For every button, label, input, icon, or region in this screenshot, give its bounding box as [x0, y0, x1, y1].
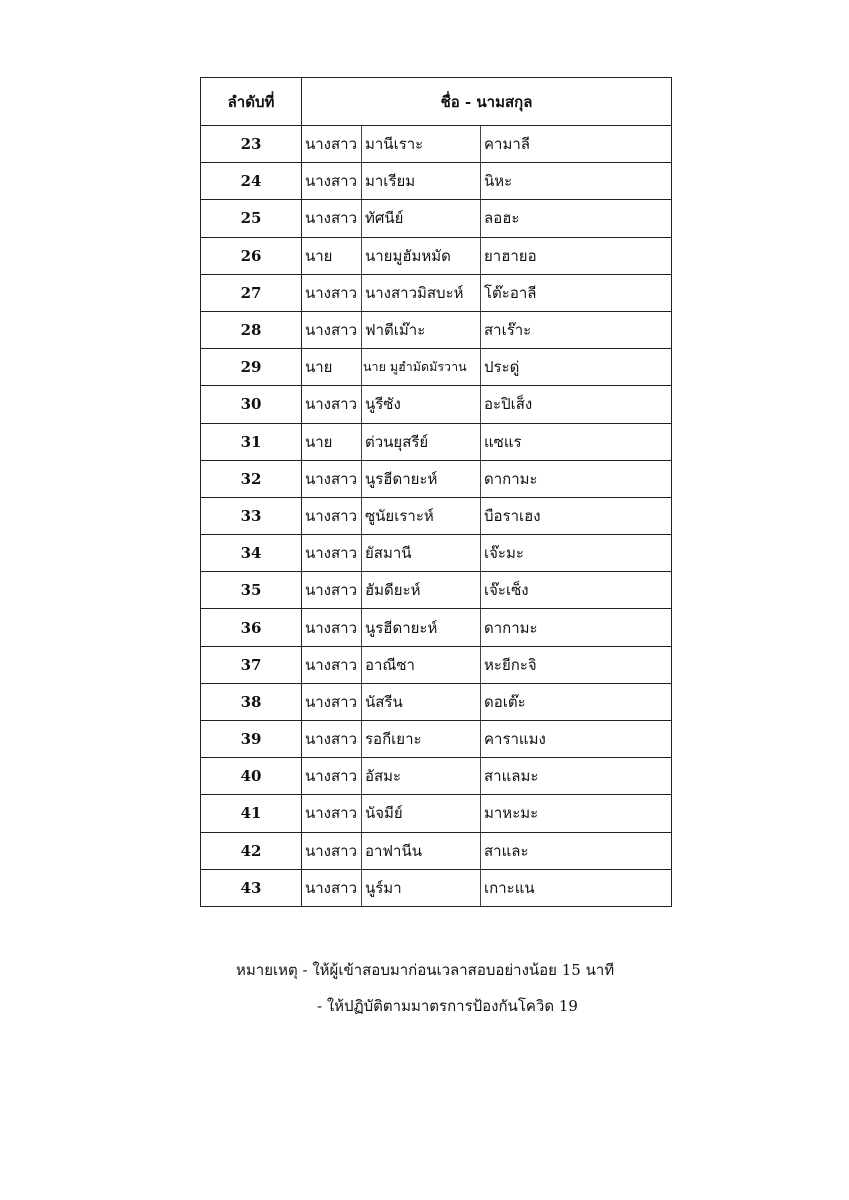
row-last-name: ดากามะ	[481, 609, 672, 646]
row-title: นางสาว	[302, 683, 362, 720]
row-title: นางสาว	[302, 386, 362, 423]
table-row	[201, 163, 672, 200]
row-first-name: รอกีเยาะ	[362, 721, 481, 758]
table-row	[201, 609, 672, 646]
row-title: นาย	[302, 423, 362, 460]
row-last-name: ดากามะ	[481, 460, 672, 497]
row-last-name: แซแร	[481, 423, 672, 460]
row-first-name: นูรฮีดายะห์	[362, 609, 481, 646]
table-row	[201, 721, 672, 758]
row-number: 36	[201, 609, 302, 646]
row-number: 28	[201, 311, 302, 348]
row-first-name: นาย มูฮำมัดมัรวาน	[362, 349, 481, 386]
table-row	[201, 274, 672, 311]
row-last-name: คาราแมง	[481, 721, 672, 758]
row-last-name: ยาฮายอ	[481, 237, 672, 274]
row-last-name: มาหะมะ	[481, 795, 672, 832]
row-title: นางสาว	[302, 869, 362, 906]
row-first-name: อัสมะ	[362, 758, 481, 795]
row-number: 33	[201, 497, 302, 534]
row-first-name: นัจมีย์	[362, 795, 481, 832]
row-first-name: ฟาตีเม๊าะ	[362, 311, 481, 348]
row-first-name: ซูนัยเราะห์	[362, 497, 481, 534]
row-number: 41	[201, 795, 302, 832]
row-title: นางสาว	[302, 832, 362, 869]
row-number: 42	[201, 832, 302, 869]
row-last-name: โต๊ะอาลี	[481, 274, 672, 311]
table-row	[201, 646, 672, 683]
row-first-name: อาฟานีน	[362, 832, 481, 869]
table-body	[201, 126, 672, 907]
row-title: นาย	[302, 237, 362, 274]
row-last-name: สาเร๊าะ	[481, 311, 672, 348]
row-title: นางสาว	[302, 609, 362, 646]
row-title: นางสาว	[302, 646, 362, 683]
row-number: 31	[201, 423, 302, 460]
table-row	[201, 869, 672, 906]
row-first-name: นูรีซัง	[362, 386, 481, 423]
table-row	[201, 423, 672, 460]
note-line-1: หมายเหตุ - ให้ผู้เข้าสอบมาก่อนเวลาสอบอย่างน้อย 15 นาที	[236, 961, 615, 979]
row-last-name: คามาลี	[481, 126, 672, 163]
row-number: 23	[201, 126, 302, 163]
row-title: นางสาว	[302, 274, 362, 311]
row-first-name: มานีเราะ	[362, 126, 481, 163]
row-title: นางสาว	[302, 126, 362, 163]
row-number: 39	[201, 721, 302, 758]
row-last-name: ดอเต๊ะ	[481, 683, 672, 720]
row-first-name: นัสรีน	[362, 683, 481, 720]
row-title: นาย	[302, 349, 362, 386]
row-first-name: ทัศนีย์	[362, 200, 481, 237]
row-title: นางสาว	[302, 535, 362, 572]
row-title: นางสาว	[302, 163, 362, 200]
row-last-name: สาและ	[481, 832, 672, 869]
row-number: 43	[201, 869, 302, 906]
row-number: 26	[201, 237, 302, 274]
row-last-name: บือราเฮง	[481, 497, 672, 534]
row-last-name: หะยีกะจิ	[481, 646, 672, 683]
row-last-name: นิหะ	[481, 163, 672, 200]
row-first-name: นูรฮีดายะห์	[362, 460, 481, 497]
row-title: นางสาว	[302, 460, 362, 497]
row-last-name: เจ๊ะเซ็ง	[481, 572, 672, 609]
row-title: นางสาว	[302, 721, 362, 758]
row-last-name: อะปิเส็ง	[481, 386, 672, 423]
row-number: 35	[201, 572, 302, 609]
row-first-name: นางสาวมิสบะห์	[362, 274, 481, 311]
row-first-name: ต่วนยุสรีย์	[362, 423, 481, 460]
row-first-name: มาเรียม	[362, 163, 481, 200]
row-number: 32	[201, 460, 302, 497]
row-number: 27	[201, 274, 302, 311]
table-row	[201, 460, 672, 497]
row-first-name: นูร์มา	[362, 869, 481, 906]
row-last-name: สาแลมะ	[481, 758, 672, 795]
row-first-name: อาณีซา	[362, 646, 481, 683]
table-row	[201, 758, 672, 795]
table-row	[201, 497, 672, 534]
row-last-name: ประดู่	[481, 349, 672, 386]
table-row	[201, 832, 672, 869]
row-number: 25	[201, 200, 302, 237]
row-number: 30	[201, 386, 302, 423]
table-row	[201, 683, 672, 720]
header-name: ชื่อ - นามสกุล	[302, 78, 672, 126]
table-row	[201, 311, 672, 348]
row-last-name: ลอฮะ	[481, 200, 672, 237]
row-title: นางสาว	[302, 572, 362, 609]
row-last-name: เจ๊ะมะ	[481, 535, 672, 572]
table-row	[201, 572, 672, 609]
row-first-name: ฮัมดียะห์	[362, 572, 481, 609]
row-number: 37	[201, 646, 302, 683]
table-row	[201, 535, 672, 572]
table-row	[201, 200, 672, 237]
table-header-row	[201, 78, 672, 126]
row-number: 29	[201, 349, 302, 386]
row-first-name: นายมูฮัมหมัด	[362, 237, 481, 274]
table-row	[201, 795, 672, 832]
table-row	[201, 237, 672, 274]
row-first-name: ยัสมานี	[362, 535, 481, 572]
row-number: 38	[201, 683, 302, 720]
row-title: นางสาว	[302, 311, 362, 348]
row-title: นางสาว	[302, 795, 362, 832]
table-row	[201, 126, 672, 163]
header-order: ลำดับที่	[201, 78, 302, 126]
note-line-2: - ให้ปฏิบัติตามมาตรการป้องกันโควิด 19	[317, 997, 578, 1015]
table-row	[201, 386, 672, 423]
row-number: 24	[201, 163, 302, 200]
row-number: 34	[201, 535, 302, 572]
candidate-table	[200, 77, 672, 907]
row-number: 40	[201, 758, 302, 795]
table-row	[201, 349, 672, 386]
row-title: นางสาว	[302, 497, 362, 534]
row-title: นางสาว	[302, 758, 362, 795]
row-title: นางสาว	[302, 200, 362, 237]
row-last-name: เกาะแน	[481, 869, 672, 906]
